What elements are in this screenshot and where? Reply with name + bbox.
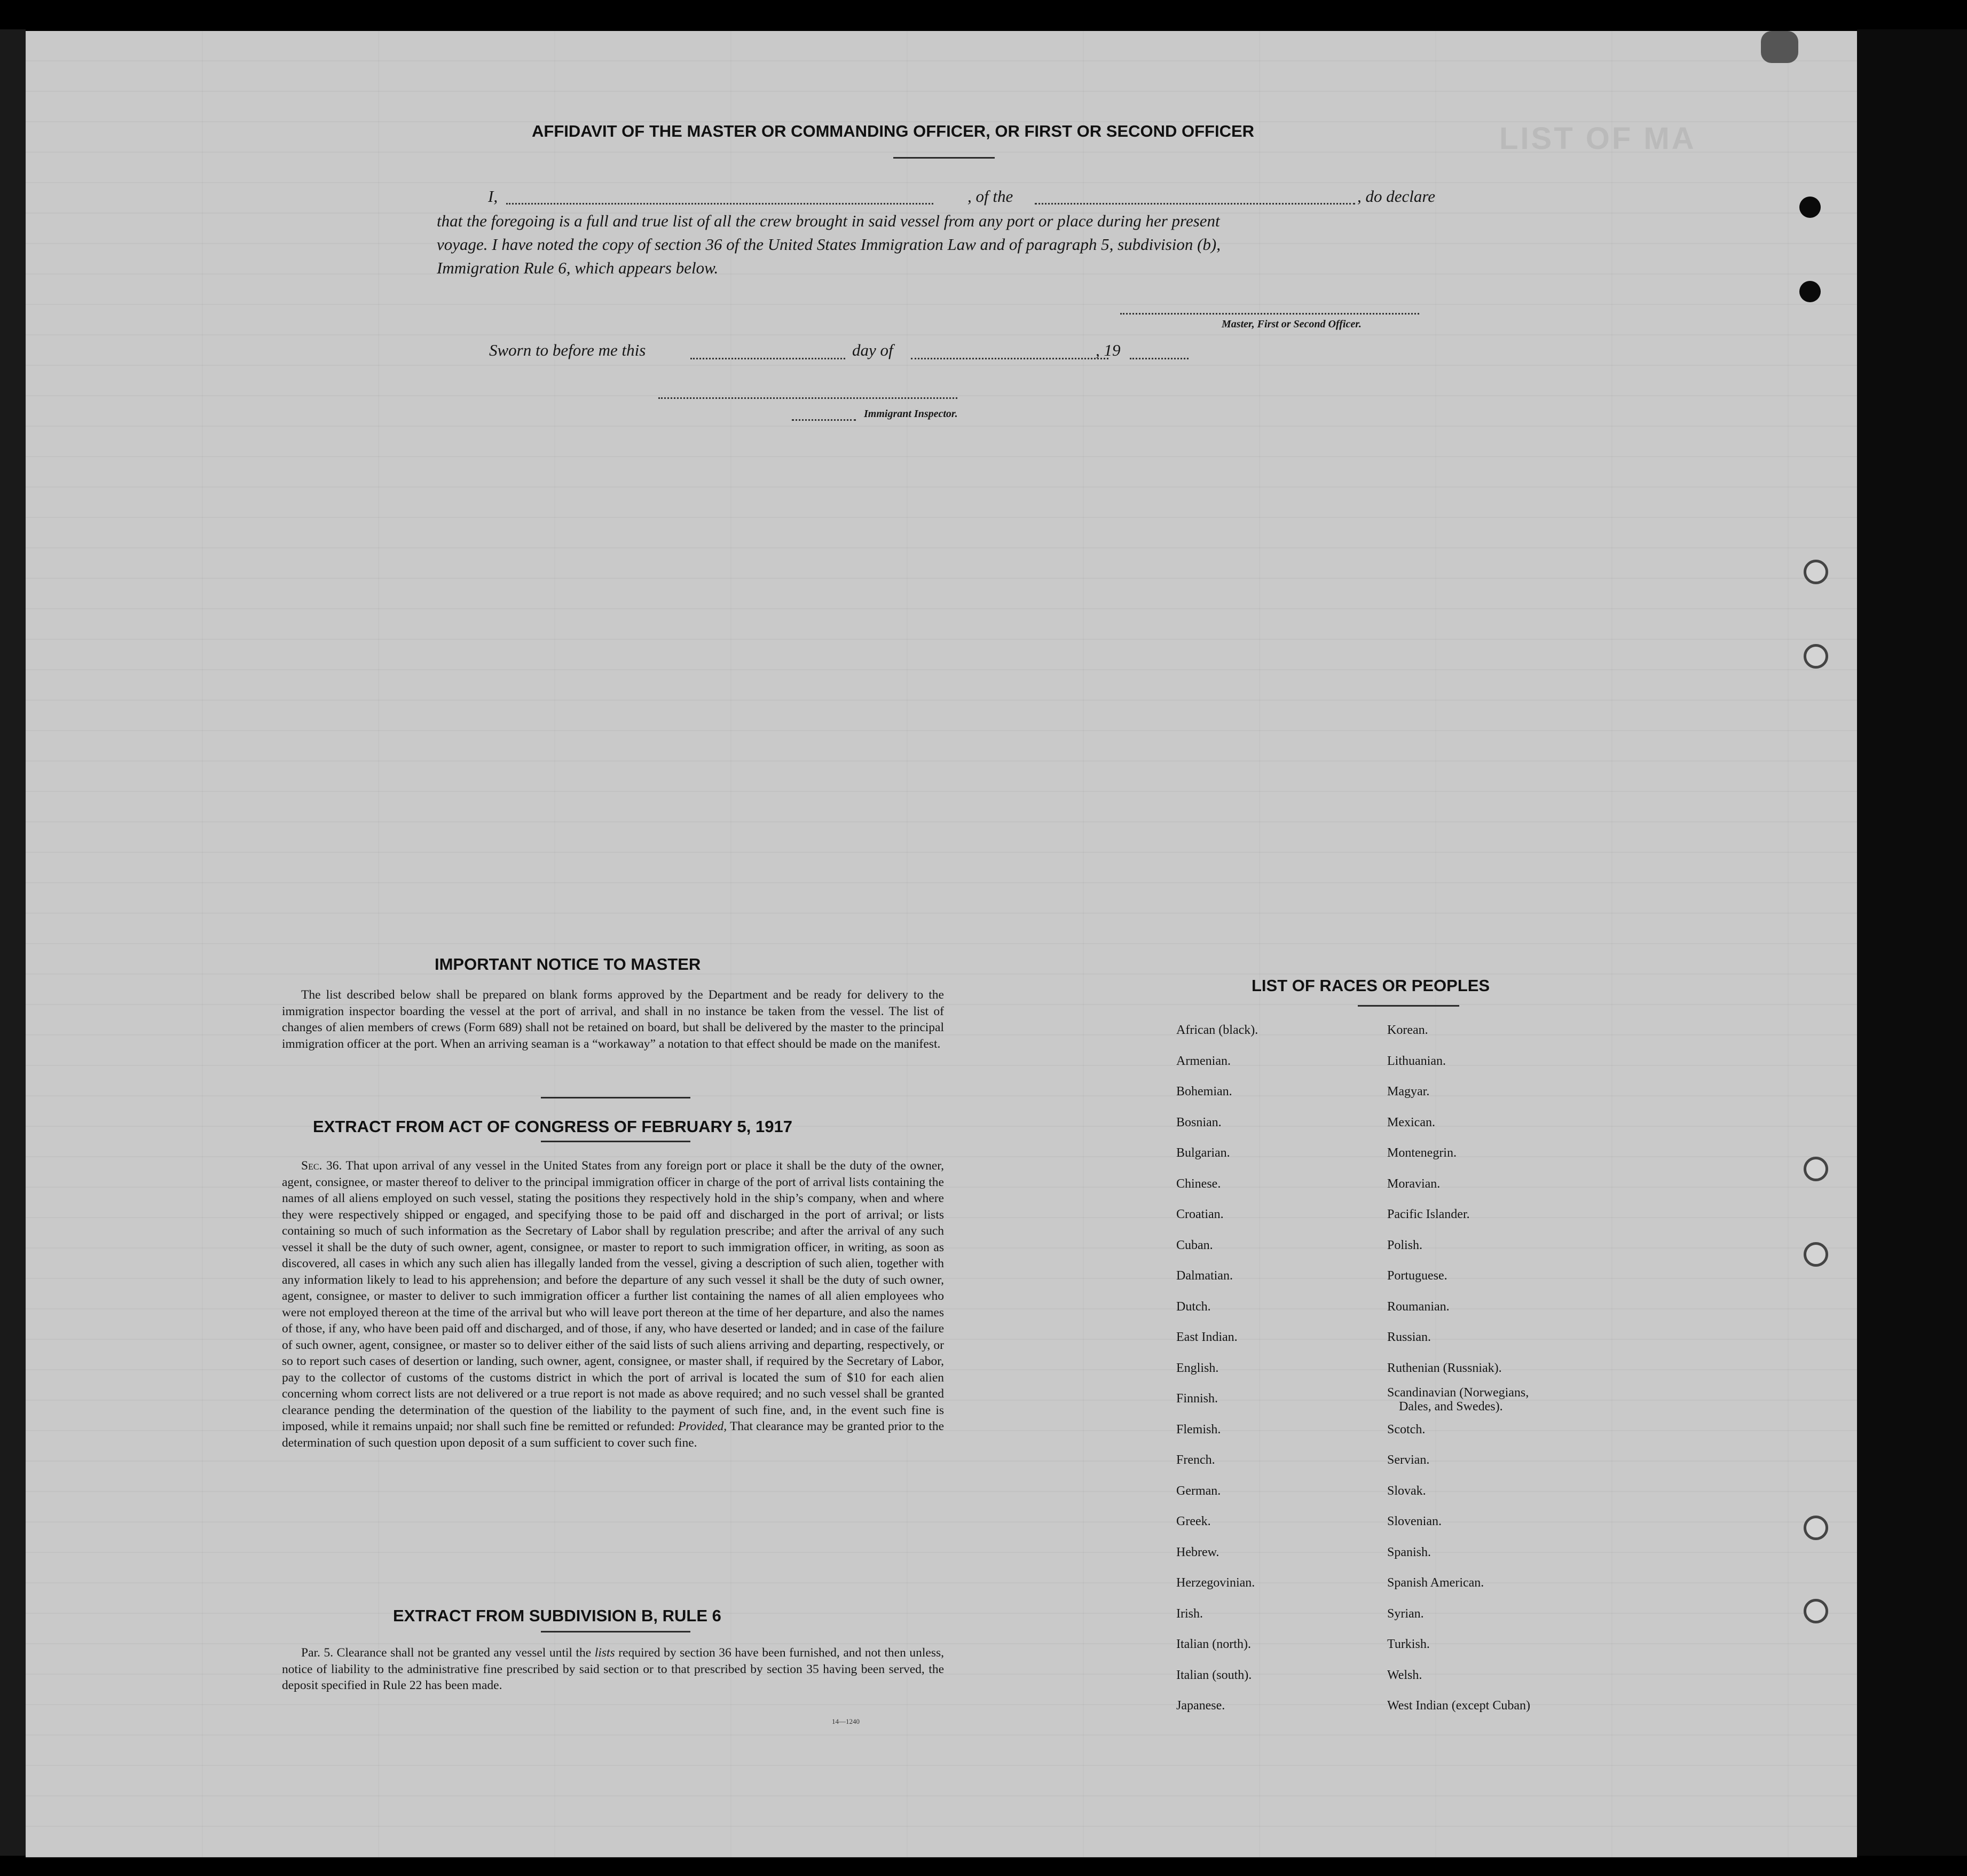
race-item: Slovenian. — [1387, 1514, 1442, 1528]
extract-act-rule — [541, 1141, 690, 1142]
vessel-blank — [1035, 203, 1355, 205]
section-label: Sec. 36. — [301, 1159, 342, 1173]
race-item: Irish. — [1176, 1607, 1203, 1621]
extract-rule-body-b: required by section 36 have been furnished, and not then unless, notice of liability to the administrative fine prescribed by said section or to that prescribed by section 35 having been served, the deposit specified in Rule 22 has been made. — [282, 1646, 945, 1692]
race-item: Finnish. — [1176, 1392, 1218, 1406]
race-item: Slovak. — [1387, 1484, 1426, 1498]
affidavit-of-the: , of the — [967, 187, 1013, 206]
damage-spot — [1799, 281, 1821, 302]
punch-hole — [1804, 1157, 1828, 1181]
name-blank — [506, 203, 933, 205]
race-item: Bosnian. — [1176, 1116, 1222, 1129]
race-item: Herzegovinian. — [1176, 1576, 1255, 1590]
punch-hole — [1804, 1242, 1828, 1267]
races-title-rule — [1358, 1005, 1459, 1007]
race-item: Pacific Islander. — [1387, 1207, 1470, 1221]
day-of-text: day of — [852, 341, 893, 359]
race-item: Italian (north). — [1176, 1637, 1251, 1651]
race-item: Cuban. — [1176, 1238, 1213, 1252]
race-item: Dutch. — [1176, 1300, 1211, 1314]
notice-title: IMPORTANT NOTICE TO MASTER — [435, 955, 701, 974]
race-item: Russian. — [1387, 1330, 1431, 1344]
extract-act-title: EXTRACT FROM ACT OF CONGRESS OF FEBRUARY 5, 1917 — [313, 1117, 792, 1136]
affidavit-title: AFFIDAVIT OF THE MASTER OR COMMANDING OFFICER, OR FIRST OR SECOND OFFICER — [532, 122, 1255, 140]
race-item: African (black). — [1176, 1023, 1258, 1037]
race-item: Turkish. — [1387, 1637, 1430, 1651]
punch-hole — [1804, 560, 1828, 584]
damage-spot — [1799, 197, 1821, 218]
race-item: French. — [1176, 1453, 1215, 1467]
race-item: Greek. — [1176, 1514, 1211, 1528]
master-signature-blank — [1120, 313, 1419, 315]
race-item: German. — [1176, 1484, 1221, 1498]
races-title: LIST OF RACES OR PEOPLES — [1252, 976, 1490, 995]
scan-border-left — [0, 29, 26, 1856]
form-number: 14—1240 — [832, 1717, 860, 1725]
race-item: Welsh. — [1387, 1668, 1422, 1682]
race-item: Italian (south). — [1176, 1668, 1252, 1682]
affidavit-body-2: voyage. I have noted the copy of section 36 of the United States Immigration Law and of paragraph 5, subdivision (b), — [437, 235, 1221, 254]
affidavit-body-3: Immigration Rule 6, which appears below. — [437, 258, 719, 277]
race-item: Spanish American. — [1387, 1576, 1484, 1590]
inspector-signature-blank — [658, 397, 957, 399]
race-item: Armenian. — [1176, 1054, 1231, 1068]
extract-rule-rule — [541, 1631, 690, 1632]
notice-paragraph: The list described below shall be prepared on blank forms approved by the Department and be ready for delivery to the immigration inspector boarding the vessel at the port of arrival, and shall in no instance be taken from the vessel. The list of changes of alien members of crews (Form 689) shall not be retained on board, but shall be delivered by the master to the principal immigration officer at the port. When an arriving seaman is a “workaway” a notation to that effect should be made on the manifest. — [282, 988, 944, 1051]
race-item: Lithuanian. — [1387, 1054, 1446, 1068]
master-label: Master, First or Second Officer. — [1222, 318, 1362, 330]
race-item: Dalmatian. — [1176, 1269, 1233, 1283]
race-item: Hebrew. — [1176, 1545, 1219, 1559]
race-item: Moravian. — [1387, 1177, 1441, 1191]
race-item: Roumanian. — [1387, 1300, 1450, 1314]
race-item: Spanish. — [1387, 1545, 1431, 1559]
par-label: Par. 5. — [301, 1646, 334, 1660]
affidavit-declare: , do declare — [1357, 187, 1436, 206]
race-item: Japanese. — [1176, 1699, 1225, 1713]
punch-hole — [1804, 644, 1828, 669]
sworn-text: Sworn to before me this — [489, 341, 646, 359]
race-item: Scandinavian (Norwegians, — [1387, 1386, 1529, 1400]
punch-hole — [1804, 1599, 1828, 1623]
extract-rule-text — [282, 1645, 944, 1694]
sworn-day-blank — [690, 358, 845, 359]
race-item: Portuguese. — [1387, 1269, 1447, 1283]
race-item-continued: Dales, and Swedes). — [1399, 1400, 1503, 1414]
scan-border-right — [1857, 29, 1967, 1856]
year-text: , 19 — [1096, 341, 1121, 359]
affidavit-body-1: that the foregoing is a full and true list of all the crew brought in said vessel from any port or place during her present — [437, 211, 1220, 230]
extract-act-body-b: That clearance may be granted prior to the determination of such question upon deposit of a sum sufficient to cover such fine. — [282, 1419, 945, 1450]
race-item: Korean. — [1387, 1023, 1428, 1037]
race-item: Bulgarian. — [1176, 1146, 1230, 1160]
race-item: Croatian. — [1176, 1207, 1224, 1221]
race-item: East Indian. — [1176, 1330, 1238, 1344]
punch-hole — [1804, 1516, 1828, 1540]
notice-rule — [541, 1097, 690, 1098]
notice-text — [282, 987, 944, 1052]
race-item: English. — [1176, 1361, 1219, 1375]
race-item: Flemish. — [1176, 1423, 1221, 1437]
sworn-month-blank — [911, 358, 1108, 359]
race-item: Magyar. — [1387, 1085, 1430, 1098]
inspector-label: Immigrant Inspector. — [864, 408, 958, 420]
extract-act-body-a: That upon arrival of any vessel in the United States from any foreign port or place it shall be the duty of the owner, agent, consignee, or master thereof to deliver to the principal immigration officer in charge of the port of arrival lists containing the names of all aliens employed on such vessel, stating the positions they respectively hold in the ship’s company, when and where they were respectively shipped or engaged, and specifying those to be paid off and discharged in the port of arrival; or lists containing so much of such information as the Secretary of Labor shall by regulation prescribe; and after the arrival of any such vessel it shall be the duty of such owner, agent, consignee, or master to report to such immigration officer, in writing, as soon as discovered, all cases in which any such alien has illegally landed from the vessel, giving a description of such alien, together with any information likely to lead to his apprehension; and before the departure of any such vessel it shall be the duty of such owner, agent, consignee, or master to deliver to such immigration officer a further list containing the names of all alien employees who were not employed thereon at the time of the arrival but who will leave port thereon at the time of her departure, and also the names of those, if any, who have been paid off and discharged, and of those, if any, who have deserted or landed; and in case of the failure of such owner, agent, consignee, or master so to deliver either of the said lists of such aliens arriving and departing, respectively, or so to report such cases of desertion or landing, such owner, agent, consignee, or master shall, if required by the Secretary of Labor, pay to the collector of customs of the customs district in which the port of arrival is located the sum of $10 for each alien concerning whom correct lists are not delivered or a true report is not made as above required; and no such vessel shall be granted clearance pending the determination of the question of the liability to the payment of such fine, and, in the event such fine is imposed, while it remains unpaid; nor shall such fine be remitted or refunded: — [282, 1159, 945, 1433]
extract-rule-title: EXTRACT FROM SUBDIVISION B, RULE 6 — [393, 1606, 721, 1625]
corner-damage — [1761, 31, 1798, 63]
bleed-through-text: LIST OF MA — [1499, 121, 1696, 156]
race-item: Ruthenian (Russniak). — [1387, 1361, 1502, 1375]
race-item: Montenegrin. — [1387, 1146, 1457, 1160]
affidavit-i: I, — [488, 187, 498, 206]
race-item: Polish. — [1387, 1238, 1423, 1252]
race-item: Mexican. — [1387, 1116, 1435, 1129]
inspector-lead-dots — [792, 419, 856, 421]
race-item: Bohemian. — [1176, 1085, 1232, 1098]
sworn-year-blank — [1130, 358, 1189, 359]
race-item: Servian. — [1387, 1453, 1430, 1467]
race-item: Chinese. — [1176, 1177, 1221, 1191]
race-item: West Indian (except Cuban) — [1387, 1699, 1530, 1713]
race-item: Scotch. — [1387, 1423, 1426, 1437]
document-page — [26, 31, 1857, 1857]
extract-act-text — [282, 1158, 944, 1451]
provided-word: Provided, — [678, 1419, 727, 1433]
race-item: Syrian. — [1387, 1607, 1424, 1621]
extract-rule-body-a: Clearance shall not be granted any vessel until the — [336, 1646, 592, 1660]
lists-word: lists — [594, 1646, 615, 1660]
affidavit-title-rule — [893, 157, 995, 159]
